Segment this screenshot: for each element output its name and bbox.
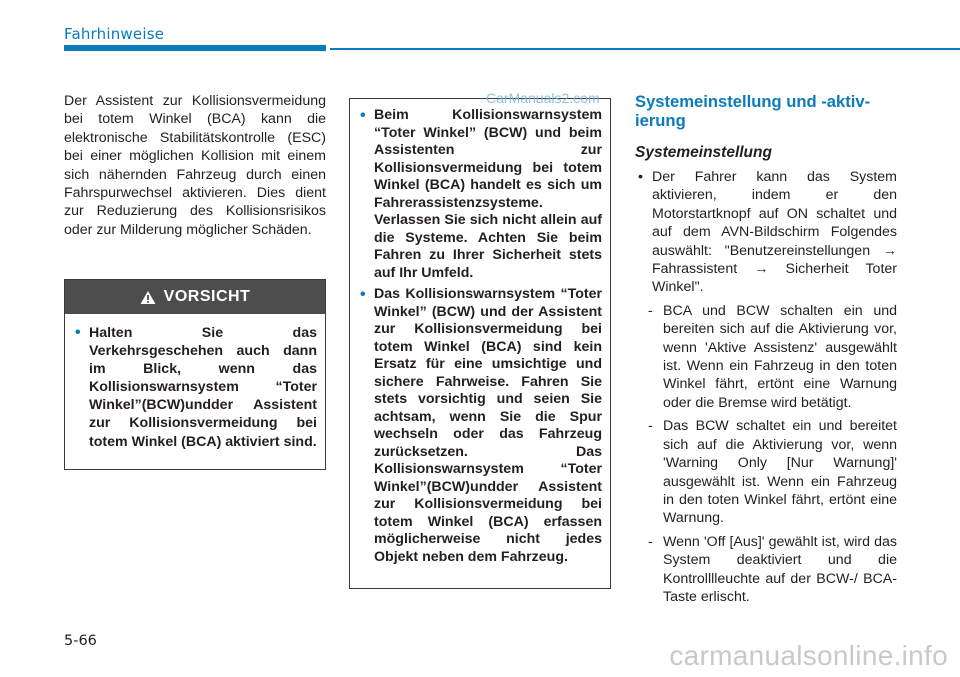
- page-number: 5-66: [64, 633, 97, 649]
- watermark-top: CarManuals2.com: [486, 90, 600, 106]
- caution-list: [75, 324, 317, 451]
- warning-triangle-icon: [140, 290, 156, 305]
- dash-item: - Das BCW schaltet ein und bereitet sich auf die Aktivierung vor, wenn 'Warning Only [Nur Warnung]' ausgewählt ist. Wenn ein Fahrzeug in den toten Winkel fährt, ertönt eine Warnung.: [648, 418, 897, 527]
- caution-header: [65, 280, 325, 314]
- caution-box: [64, 279, 326, 470]
- header-rule-thin: [330, 48, 960, 50]
- section-title: Systemeinstellung und -aktiv-ierung: [635, 92, 871, 130]
- caution-label: VORSICHT: [163, 288, 251, 305]
- watermark-bottom: carmanualsonline.info: [669, 640, 948, 671]
- list-item: • Beim Kollisionswarnsystem “Toter Winkel” (BCW) und beim Assistenten zur Kollisionsvermeidung bei totem Winkel (BCA) handelt es sich um Fahrerassistenzsysteme. Verlassen Sie sich nicht allein auf die Systeme. Achten Sie beim Fahren zu Ihrer Sicherheit stets auf Ihr Umfeld.: [360, 107, 602, 281]
- caution-list-continued: [360, 107, 602, 566]
- list-item: • Das Kollisionswarnsystem “Toter Winkel” (BCW) und der Assistent zur Kollisionsvermeidung bei totem Winkel (BCA) sind kein Ersatz für eine umsichtige und sichere Fahrweise. Fahren Sie stets vorsichtig und seien Sie achtsam, wenn Sie die Spur wechseln oder das Fahrzeug zurücksetzen. Das Kollisionswarnsystem “Toter Winkel”(BCW)undder Assistent zur Kollisionsvermeidung bei totem Winkel (BCA) erfassen möglicherweise nicht jedes Objekt neben dem Fahrzeug.: [360, 286, 602, 565]
- dash-icon: -: [648, 418, 653, 435]
- header-rule-thick: [64, 45, 326, 51]
- bullet-icon: •: [360, 107, 366, 124]
- setting-bullet: • Der Fahrer kann das System aktivieren, indem er den Motorstartknopf auf ON schaltet und auf dem AVN-Bildschirm Folgendes auswählt: "Benutzereinstellungen → Fahrassistent → Sicherheit Toter Winkel".: [638, 169, 897, 296]
- dash-icon: -: [648, 533, 653, 550]
- column-1: [64, 92, 326, 239]
- bullet-icon: •: [360, 286, 366, 303]
- dash-icon: -: [648, 302, 653, 319]
- column-3: [635, 92, 897, 606]
- intro-paragraph: Der Assistent zur Kollisionsvermeidung bei totem Winkel (BCA) kann die elektronische Stabilitätskontrolle (ESC) bei einer möglichen Kollision mit einem sich nähernden Fahrzeug durch einen Fahrspurwechsel aktivieren. Dies dient zur Reduzierung des Kollisionsrisikos oder zur Milderung möglicher Schäden.: [64, 93, 326, 238]
- dash-item: - Wenn 'Off [Aus]' gewählt ist, wird das System deaktiviert und die Kontrolllleuchte auf der BCW-/ BCA-Taste erlischt.: [648, 533, 897, 605]
- caution-box-continued: [349, 98, 611, 589]
- dash-item: - BCA und BCW schalten ein und bereiten sich auf die Aktivierung vor, wenn 'Aktive Assistenz' ausgewählt ist. Wenn ein Fahrzeug in den toten Winkel fährt, ertönt eine Warnung oder die Bremse wird betätigt.: [648, 302, 897, 411]
- bullet-icon: •: [75, 324, 81, 341]
- section-header: Fahrhinweise: [64, 25, 165, 43]
- subsection-title: Systemeinstellung: [635, 144, 772, 161]
- bullet-icon: •: [638, 169, 643, 185]
- list-item: • Halten Sie das Verkehrsgeschehen auch dann im Blick, wenn das Kollisionswarnsystem “Toter Winkel”(BCW)undder Assistent zur Kollisionsvermeidung bei totem Winkel (BCA) aktiviert sind.: [75, 324, 317, 450]
